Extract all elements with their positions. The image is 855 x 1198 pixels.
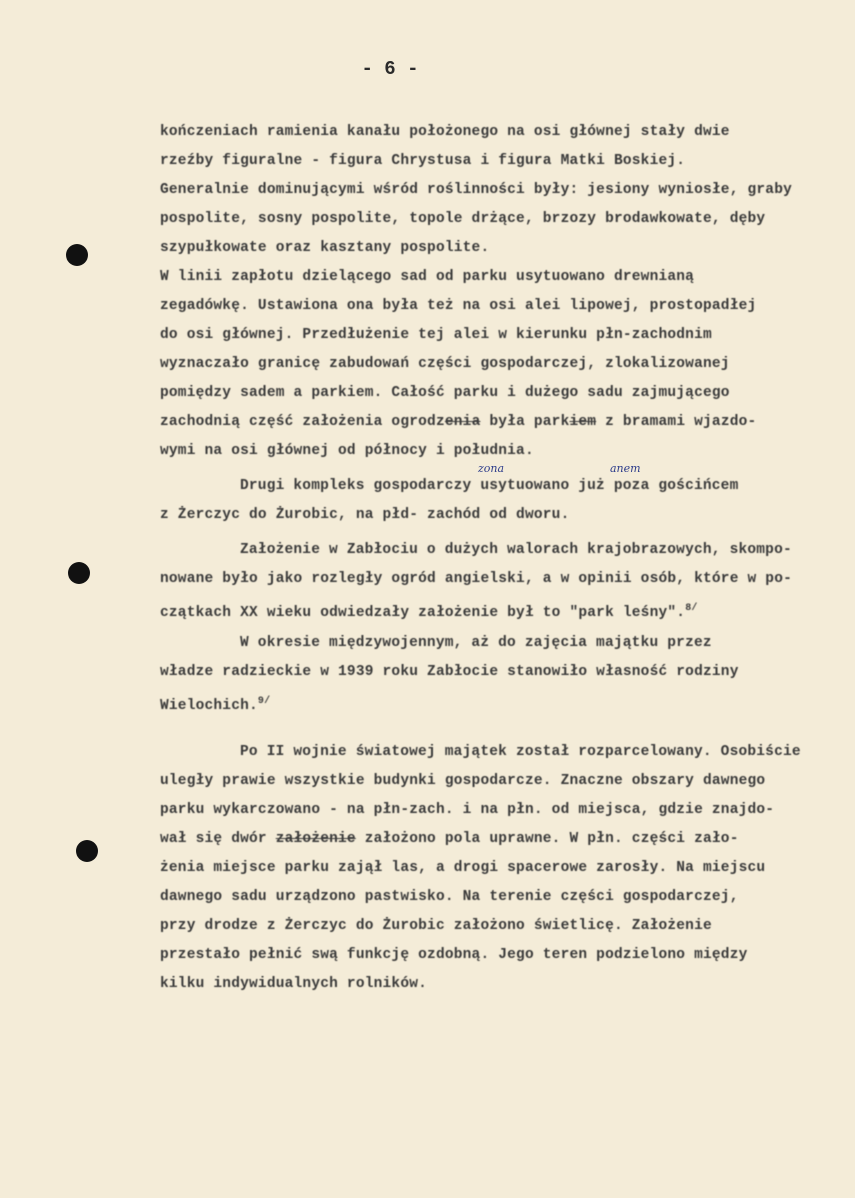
punch-hole (66, 244, 88, 266)
page-number: - 6 - (361, 58, 419, 80)
text-line (160, 594, 850, 623)
punch-hole (76, 840, 98, 862)
text-span: wał się dwór (160, 831, 276, 847)
struck-text: założenie (275, 831, 356, 847)
text-span: założono pola uprawne. W płn. części zało- (355, 831, 739, 847)
text-line (160, 687, 850, 716)
text-line: pospolite, sosny pospolite, topole drżące, brzozy brodawkowate, dęby (160, 211, 766, 227)
text-line: wymi na osi głównej od północy i południa. (160, 443, 534, 459)
handwritten-correction: zona (478, 462, 505, 475)
body-text (160, 118, 850, 999)
text-span: z bramami wjazdo- (596, 414, 757, 430)
text-line: uległy prawie wszystkie budynki gospodarcze. Znaczne obszary dawnego (160, 773, 766, 789)
text-line: Generalnie dominującymi wśród roślinności były: jesiony wyniosłe, graby (160, 182, 793, 198)
footnote-ref: 9/ (257, 696, 271, 707)
paragraph-gap (160, 716, 850, 738)
text-span: była park (480, 414, 570, 430)
text-line: nowane było jako rozległy ogród angielski, a w opinii osób, które w po- (160, 571, 793, 587)
text-line: Założenie w Zabłociu o dużych walorach krajobrazowych, skompo- (240, 542, 792, 558)
text-line: W linii zapłotu dzielącego sad od parku usytuowano drewnianą (160, 269, 695, 285)
text-line: dawnego sadu urządzono pastwisko. Na terenie części gospodarczej, (160, 889, 739, 905)
text-line (160, 408, 850, 437)
punch-hole (68, 562, 90, 584)
handwritten-correction: anem (610, 462, 641, 475)
text-line: przy drodze z Żerczyc do Żurobic założono świetlicę. Założenie (160, 918, 712, 934)
text-line: wyznaczało granicę zabudowań części gospodarczej, zlokalizowanej (160, 356, 730, 372)
text-line: z Żerczyc do Żurobic, na płd- zachód od dworu. (160, 507, 570, 523)
text-line: kończeniach ramienia kanału położonego na osi głównej stały dwie (160, 124, 730, 140)
text-span: czątkach XX wieku odwiedzały założenie był to "park leśny". (160, 604, 686, 621)
text-line: władze radzieckie w 1939 roku Zabłocie stanowiło własność rodziny (160, 664, 739, 680)
text-span: Wielochich. (160, 697, 258, 714)
text-line: pomiędzy sadem a parkiem. Całość parku i dużego sadu zajmującego (160, 385, 730, 401)
struck-text: enia (444, 414, 481, 430)
text-line: do osi głównej. Przedłużenie tej alei w kierunku płn-zachodnim (160, 327, 712, 343)
text-line: W okresie międzywojennym, aż do zajęcia majątku przez (240, 635, 712, 651)
text-line: rzeźby figuralne - figura Chrystusa i figura Matki Boskiej. (160, 153, 686, 169)
text-line: Drugi kompleks gospodarczy usytuowano już poza gościńcem (240, 478, 739, 494)
text-line: kilku indywidualnych rolników. (160, 976, 428, 992)
text-line: przestało pełnić swą funkcję ozdobną. Jego teren podzielono między (160, 947, 748, 963)
text-line: szypułkowate oraz kasztany pospolite. (160, 240, 490, 256)
footnote-ref: 8/ (685, 603, 698, 614)
text-line: parku wykarczowano - na płn-zach. i na płn. od miejsca, gdzie znajdo- (160, 802, 775, 818)
text-line: zegadówkę. Ustawiona ona była też na osi alei lipowej, prostopadłej (160, 298, 757, 314)
text-span: zachodnią część założenia ogrodz (160, 414, 445, 430)
struck-text: iem (569, 414, 597, 430)
text-line: Po II wojnie światowej majątek został rozparcelowany. Osobiście (240, 744, 801, 760)
text-line (160, 825, 850, 854)
text-line: żenia miejsce parku zajął las, a drogi spacerowe zarosły. Na miejscu (160, 860, 766, 876)
